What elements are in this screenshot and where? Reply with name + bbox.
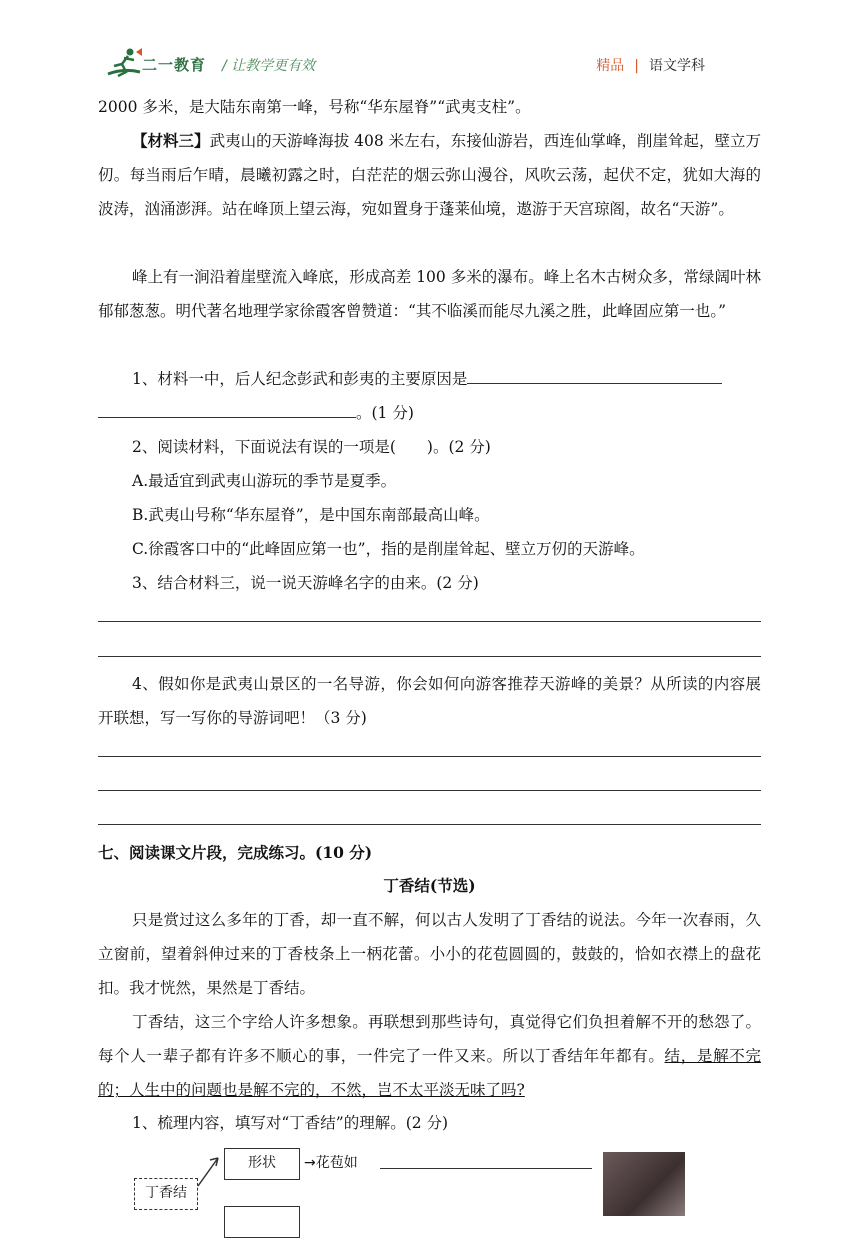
question-1-text: 1、材料一中，后人纪念彭武和彭夷的主要原因是	[132, 370, 468, 388]
question-3: 3、结合材料三，说一说天游峰名字的由来。(2 分)	[132, 574, 479, 592]
logo-text: 二一教育	[142, 56, 207, 74]
passage-underlined-sentence: 结，是解不完的；人生中的问题也是解不完的，不然，岂不太平淡无味了吗?	[98, 1047, 761, 1099]
diagram-root-box: 丁香结	[134, 1178, 198, 1210]
passage-text-2: 丁香结，这三个字给人许多想象。再联想到那些诗句，真觉得它们负担着解不开的愁怨了。每个人一辈子都有许多不顺心的事，一件完了一件又来。所以丁香结年年都有。	[98, 1013, 761, 1065]
section7-question-1: 1、梳理内容，填写对“丁香结”的理解。(2 分)	[132, 1114, 449, 1132]
answer-line-3b[interactable]	[98, 656, 761, 657]
question-2: 2、阅读材料，下面说法有误的一项是( )。(2 分)	[132, 438, 491, 456]
material3-label: 【材料三】	[132, 131, 210, 150]
passage-title: 丁香结(节选)	[383, 876, 476, 895]
diagram-answer-blank[interactable]	[380, 1168, 592, 1169]
option-a: A.最适宜到武夷山游玩的季节是夏季。	[132, 472, 397, 490]
question-1	[98, 362, 761, 396]
passage-paragraph-1: 只是赏过这么多年的丁香，却一直不解，何以古人发明了丁香结的说法。今年一次春雨，久立窗前，望着斜伸过来的丁香枝条上一柄花蕾。小小的花苞圆圆的，鼓鼓的，恰如衣襟上的盘花扣。我才恍然，果然是丁香结。	[98, 911, 761, 997]
passage-paragraph-2	[98, 1005, 761, 1107]
subject-badge	[596, 55, 705, 75]
option-c: C.徐霞客口中的“此峰固应第一也”，指的是削崖耸起、壁立万仞的天游峰。	[132, 540, 645, 558]
answer-line-4a[interactable]	[98, 756, 761, 757]
question-1-score: 。(1 分)	[356, 404, 414, 422]
subject-label: 语文学科	[649, 58, 705, 74]
answer-line-4c[interactable]	[98, 824, 761, 825]
question-4: 4、假如你是武夷山景区的一名导游，你会如何向游客推荐天游峰的美景？从所读的内容展开联想，写一写你的导游词吧！（3 分)	[98, 675, 761, 727]
material3-text-1: 武夷山的天游峰海拔 408 米左右，东接仙游岩，西连仙掌峰，削崖耸起，壁立万仞。每当雨后乍晴，晨曦初露之时，白茫茫的烟云弥山漫谷，风吹云荡，起伏不定，犹如大海的波涛，汹涌澎湃。站在峰顶上望云海，宛如置身于蓬莱仙境，遨游于天宫琼阁，故名“天游”。	[98, 132, 761, 218]
lilac-photo	[603, 1152, 685, 1216]
diagram-second-box	[224, 1206, 300, 1238]
diagram-arrow-icon	[196, 1150, 226, 1190]
question-1-cont	[98, 396, 761, 430]
answer-line-3a[interactable]	[98, 621, 761, 622]
answer-blank-1a[interactable]	[467, 365, 722, 384]
badge-divider: |	[634, 58, 639, 74]
material3-paragraph-2: 峰上有一涧沿着崖壁流入峰底，形成高差 100 多米的瀑布。峰上名木古树众多，常绿阔叶林郁郁葱葱。明代著名地理学家徐霞客曾赞道：“其不临溪而能尽九溪之胜，此峰固应第一也。”	[98, 268, 761, 320]
answer-blank-1b[interactable]	[98, 399, 356, 418]
diagram-shape-text: →花苞如	[304, 1155, 358, 1171]
material3-paragraph-1	[98, 124, 761, 226]
answer-line-4b[interactable]	[98, 790, 761, 791]
premium-label: 精品	[596, 58, 625, 74]
slogan: / 让教学更有效	[222, 58, 316, 74]
page-header	[0, 0, 860, 90]
section7-heading: 七、阅读课文片段，完成练习。(10 分)	[98, 843, 373, 862]
option-b: B.武夷山号称“华东屋脊”，是中国东南部最高山峰。	[132, 506, 490, 524]
diagram-shape-box: 形状	[224, 1148, 300, 1180]
material2-tail: 2000 多米，是大陆东南第一峰，号称“华东屋脊”“武夷支柱”。	[98, 98, 531, 116]
